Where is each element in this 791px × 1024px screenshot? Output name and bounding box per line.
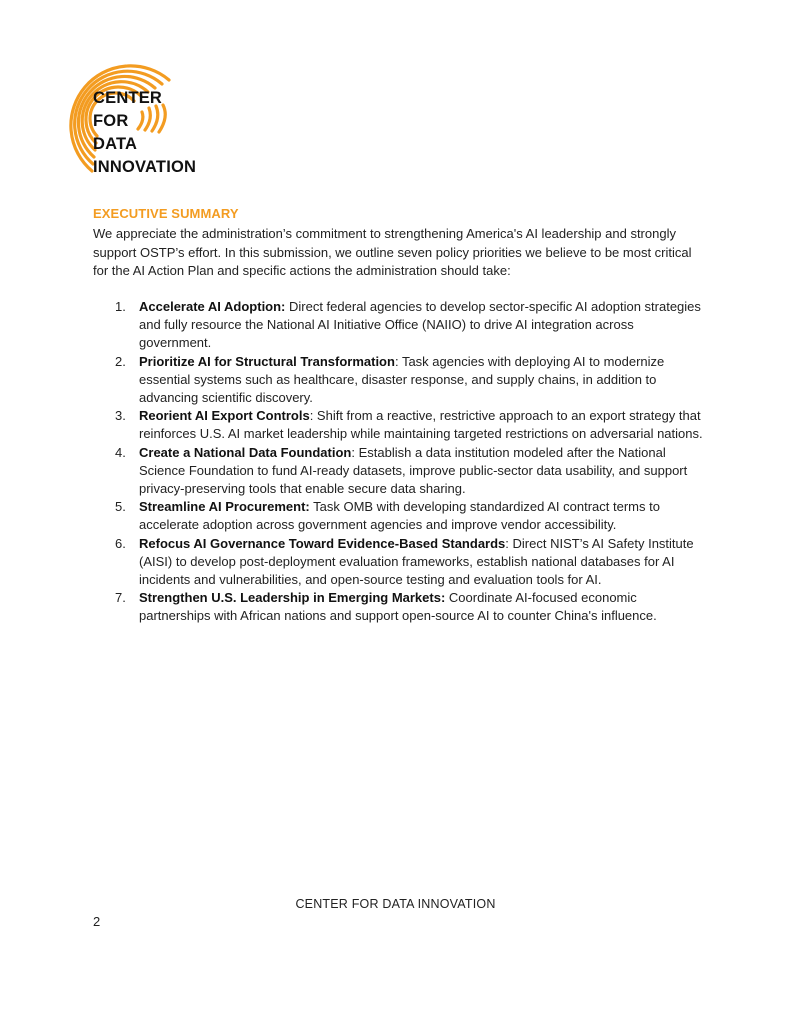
list-item xyxy=(93,498,705,534)
list-item-text: : Task agencies with deploying AI to modernize essential systems such as healthcare, disaster response, and supply chains, in addition to advancing scientific discovery. xyxy=(139,353,665,406)
priorities-list xyxy=(93,298,705,626)
page-footer: CENTER FOR DATA INNOVATION xyxy=(295,897,496,911)
logo-line: DATA xyxy=(93,135,138,153)
list-item-text: Task OMB with developing standardized AI contract terms to accelerate adoption across government agencies and improve vendor accessibility. xyxy=(139,499,660,533)
list-item xyxy=(93,535,705,590)
list-item-title: Strengthen U.S. Leadership in Emerging Markets: xyxy=(139,590,446,606)
list-item xyxy=(93,589,705,625)
section-heading: EXECUTIVE SUMMARY xyxy=(93,206,239,221)
list-item-title: Streamline AI Procurement: xyxy=(139,499,310,515)
list-item-title: Prioritize AI for Structural Transformation xyxy=(139,353,395,369)
list-item-number: 2. xyxy=(115,353,126,369)
intro-paragraph: We appreciate the administration’s commitment to strengthening America's AI leadership and strongly support OSTP’s effort. In this submission, we outline seven policy priorities we believe to be most critical for the AI Action Plan and specific actions the administration should take: xyxy=(93,226,692,278)
list-item-title: Reorient AI Export Controls xyxy=(139,408,310,424)
list-item-number: 6. xyxy=(115,535,126,551)
list-item-text: : Shift from a reactive, restrictive approach to an export strategy that reinforces U.S. AI market leadership while maintaining targeted restrictions on adversarial nations. xyxy=(139,408,703,442)
logo-line: INNOVATION xyxy=(93,158,197,176)
list-item-number: 4. xyxy=(115,444,126,460)
list-item-number: 1. xyxy=(115,299,126,314)
list-item-number: 5. xyxy=(115,499,126,515)
list-item xyxy=(93,407,705,443)
list-item xyxy=(93,444,705,499)
list-item-text: Coordinate AI-focused economic partnerships with African nations and support open-source AI to counter China's influence. xyxy=(139,590,657,624)
logo-line: CENTER xyxy=(93,89,163,107)
list-item xyxy=(93,298,705,353)
page-number: 2 xyxy=(93,914,101,929)
list-item-title: Create a National Data Foundation xyxy=(139,444,352,460)
logo-line: FOR xyxy=(93,112,129,130)
list-item xyxy=(93,353,705,408)
list-item-title: Refocus AI Governance Toward Evidence-Based Standards xyxy=(139,535,506,551)
list-item-text: : Direct NIST’s AI Safety Institute (AISI) to develop post-deployment evaluation frameworks, establish national databases for AI incidents and vulnerabilities, and open-source testing and evaluation tools for AI. xyxy=(139,535,694,588)
list-item-text: : Establish a data institution modeled after the National Science Foundation to fund AI-ready datasets, improve public-sector data usability, and support privacy-preserving tools that enable secure data sharing. xyxy=(139,444,688,497)
list-item-title: Accelerate AI Adoption: xyxy=(139,299,286,314)
organization-logo xyxy=(45,50,225,180)
list-item-number: 3. xyxy=(115,408,126,424)
list-item-text: Direct federal agencies to develop sector-specific AI adoption strategies and fully resource the National AI Initiative Office (NAIIO) to drive AI integration across government. xyxy=(139,299,701,351)
list-item-number: 7. xyxy=(115,590,126,606)
logo-wordmark xyxy=(93,87,196,179)
